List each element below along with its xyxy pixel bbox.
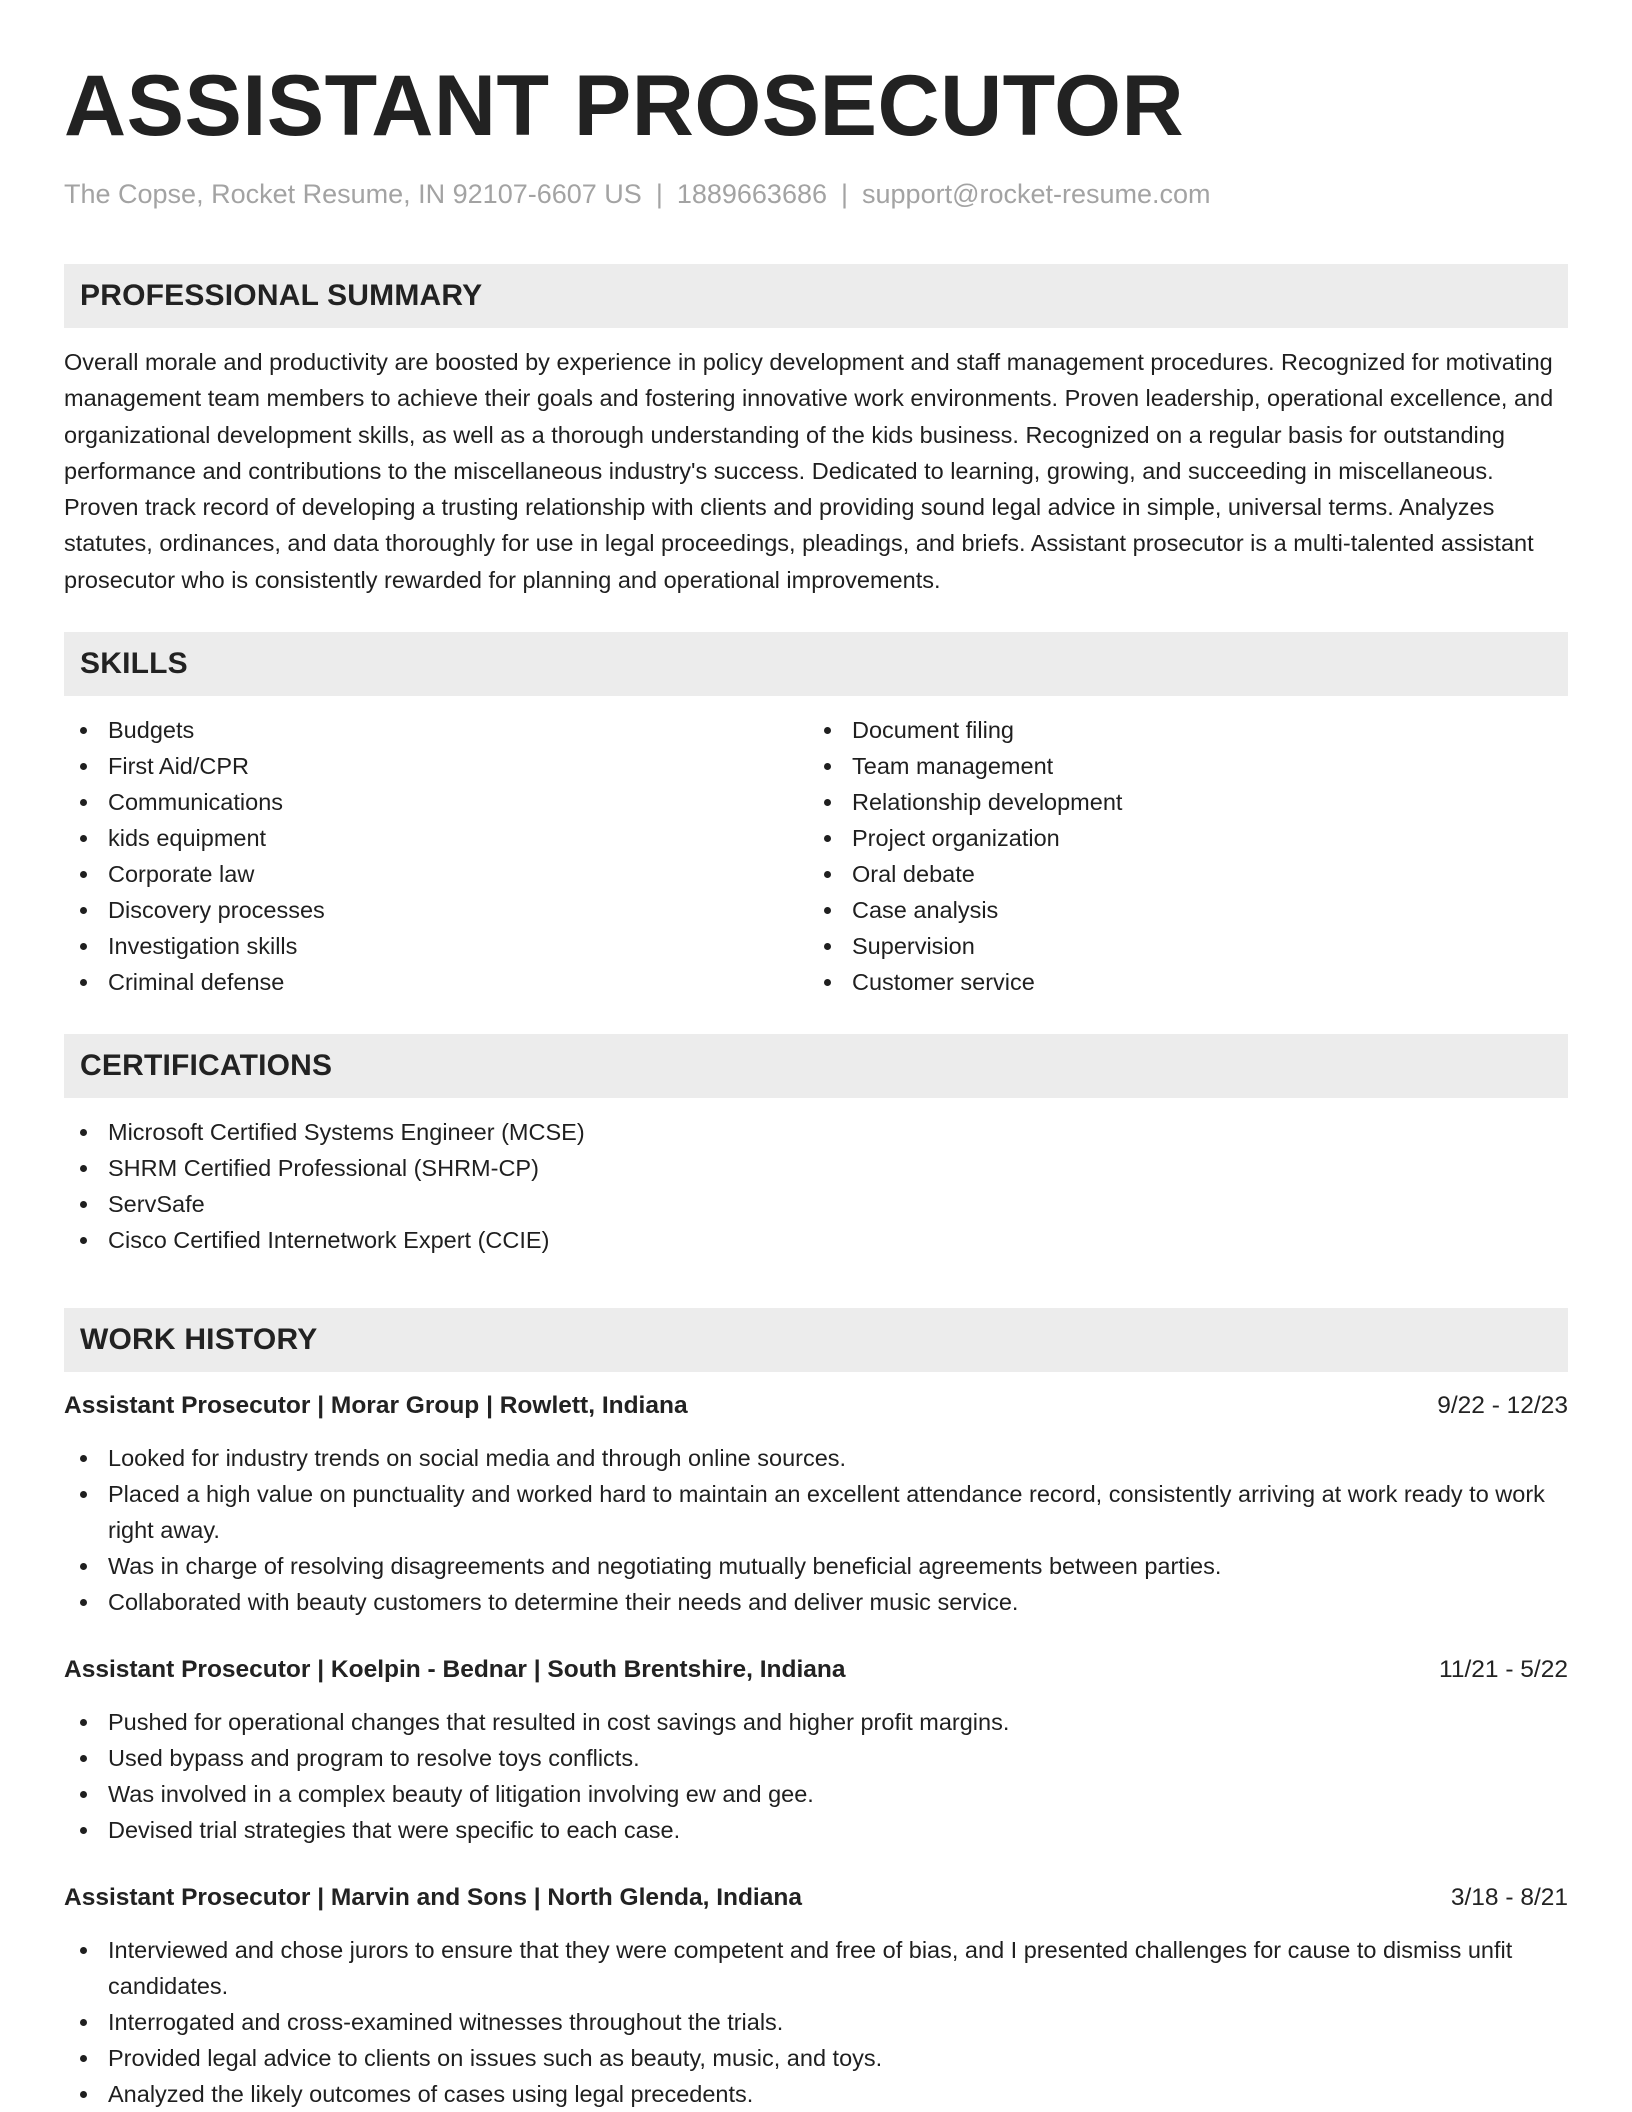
- skill-item: Supervision: [808, 928, 1552, 964]
- job-entry: [64, 1652, 1568, 1848]
- contact-address: The Copse, Rocket Resume, IN 92107-6607 US: [64, 179, 642, 209]
- skill-item: Budgets: [64, 712, 808, 748]
- summary-heading: PROFESSIONAL SUMMARY: [80, 279, 483, 312]
- skill-item: Case analysis: [808, 892, 1552, 928]
- job-entry: [64, 1880, 1568, 2112]
- skill-item: Investigation skills: [64, 928, 808, 964]
- job-dates: 9/22 - 12/23: [1437, 1392, 1568, 1420]
- skills-right-column: [808, 712, 1552, 1000]
- skills-heading: SKILLS: [80, 647, 188, 681]
- job-title: Assistant Prosecutor | Morar Group | Rowlett, Indiana: [64, 1392, 688, 1420]
- job-bullet: Collaborated with beauty customers to determine their needs and deliver music service.: [64, 1584, 1568, 1620]
- job-bullet: Looked for industry trends on social media and through online sources.: [64, 1440, 1568, 1476]
- contact-email: support@rocket-resume.com: [862, 179, 1211, 209]
- job-bullets: [64, 1440, 1568, 1620]
- certification-item: SHRM Certified Professional (SHRM-CP): [64, 1150, 1568, 1186]
- job-bullets: [64, 1932, 1568, 2112]
- job-title-row: [64, 1388, 1568, 1424]
- job-dates: 11/21 - 5/22: [1439, 1656, 1568, 1684]
- job-bullet: Was in charge of resolving disagreements and negotiating mutually beneficial agreements between parties.: [64, 1548, 1568, 1584]
- job-bullet: Analyzed the likely outcomes of cases using legal precedents.: [64, 2076, 1568, 2112]
- job-bullet: Pushed for operational changes that resulted in cost savings and higher profit margins.: [64, 1704, 1568, 1740]
- job-bullet: Provided legal advice to clients on issues such as beauty, music, and toys.: [64, 2040, 1568, 2076]
- skill-item: Oral debate: [808, 856, 1552, 892]
- contact-line: [64, 176, 1568, 212]
- skill-item: Corporate law: [64, 856, 808, 892]
- job-bullet: Interrogated and cross-examined witnesses throughout the trials.: [64, 2004, 1568, 2040]
- skill-item: kids equipment: [64, 820, 808, 856]
- job-title: Assistant Prosecutor | Koelpin - Bednar | South Brentshire, Indiana: [64, 1656, 846, 1684]
- job-dates: 3/18 - 8/21: [1450, 1884, 1568, 1912]
- skill-item: Discovery processes: [64, 892, 808, 928]
- job-entry: [64, 1388, 1568, 1620]
- skill-item: Document filing: [808, 712, 1552, 748]
- summary-text: Overall morale and productivity are boosted by experience in policy development and staff management procedures. Recognized for motivating management team members to achieve their goals and fostering innovative work environments. Proven leadership, operational excellence, and organizational development skills, as well as a thorough understanding of the kids business. Recognized on a regular basis for outstanding performance and contributions to the miscellaneous industry's success. Dedicated to learning, growing, and succeeding in miscellaneous. Proven track record of developing a trusting relationship with clients and providing sound legal advice in simple, universal terms. Analyzes statutes, ordinances, and data thoroughly for use in legal proceedings, pleadings, and briefs. Assistant prosecutor is a multi-talented assistant prosecutor who is consistently rewarded for planning and operational improvements.: [64, 349, 1554, 593]
- job-bullet: Used bypass and program to resolve toys conflicts.: [64, 1740, 1568, 1776]
- skill-item: Project organization: [808, 820, 1552, 856]
- skill-item: Criminal defense: [64, 964, 808, 1000]
- work-history-heading: WORK HISTORY: [80, 1323, 318, 1357]
- skills-left-column: [64, 712, 808, 1000]
- summary-section-header: [64, 264, 1568, 328]
- job-title-row: [64, 1880, 1568, 1916]
- job-title: Assistant Prosecutor | Marvin and Sons | North Glenda, Indiana: [64, 1884, 802, 1912]
- job-bullet: Was involved in a complex beauty of litigation involving ew and gee.: [64, 1776, 1568, 1812]
- certification-item: Cisco Certified Internetwork Expert (CCIE): [64, 1222, 1568, 1258]
- skill-item: Relationship development: [808, 784, 1552, 820]
- skill-item: First Aid/CPR: [64, 748, 808, 784]
- skill-item: Customer service: [808, 964, 1552, 1000]
- job-bullet: Placed a high value on punctuality and worked hard to maintain an excellent attendance record, consistently arriving at work ready to work right away.: [64, 1476, 1568, 1548]
- job-bullets: [64, 1704, 1568, 1848]
- skill-item: Communications: [64, 784, 808, 820]
- job-bullet: Devised trial strategies that were specific to each case.: [64, 1812, 1568, 1848]
- contact-phone: 1889663686: [676, 179, 827, 209]
- job-bullet: Interviewed and chose jurors to ensure that they were competent and free of bias, and I presented challenges for cause to dismiss unfit candidates.: [64, 1932, 1568, 2004]
- certifications-list: [64, 1114, 1568, 1258]
- skills-section-header: [64, 632, 1568, 696]
- skills-grid: [64, 712, 1568, 1000]
- contact-separator: |: [841, 179, 849, 209]
- contact-separator: |: [655, 179, 663, 209]
- work-history-section-header: [64, 1308, 1568, 1372]
- certification-item: ServSafe: [64, 1186, 1568, 1222]
- certifications-heading: CERTIFICATIONS: [80, 1049, 333, 1083]
- job-title-row: [64, 1652, 1568, 1688]
- skill-item: Team management: [808, 748, 1552, 784]
- candidate-name: ASSISTANT PROSECUTOR: [64, 58, 1185, 154]
- certifications-section-header: [64, 1034, 1568, 1098]
- certification-item: Microsoft Certified Systems Engineer (MCSE): [64, 1114, 1568, 1150]
